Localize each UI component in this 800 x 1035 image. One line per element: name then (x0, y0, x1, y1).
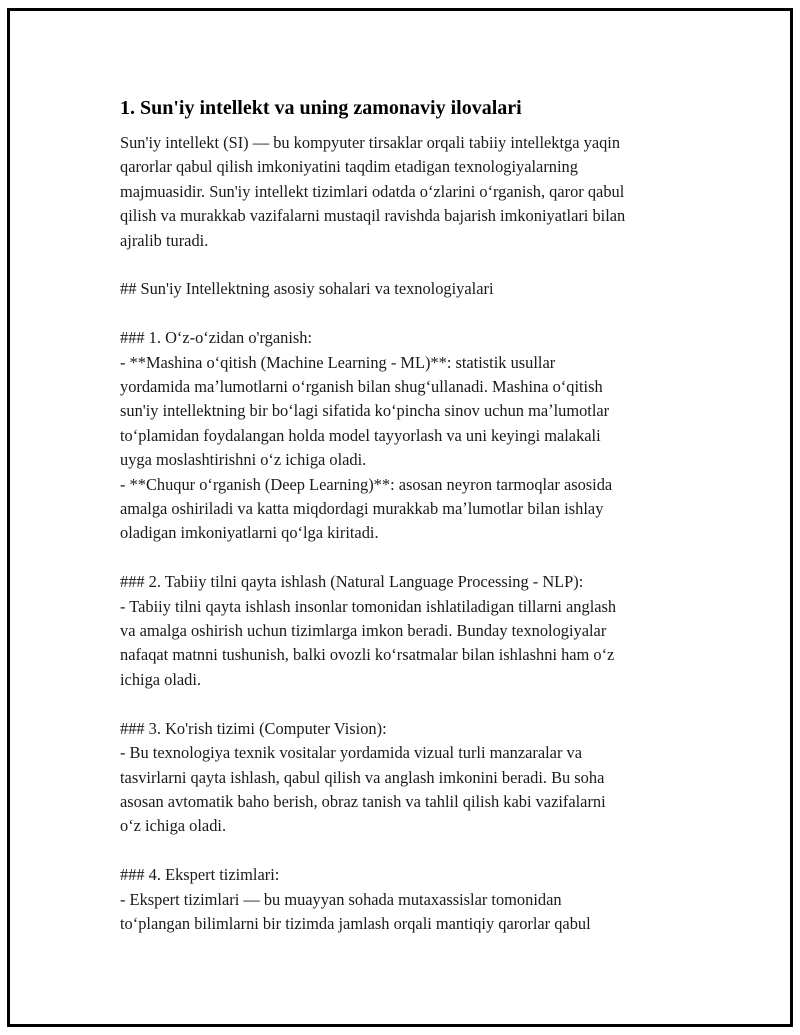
subsection-2-heading: ### 2. Tabiiy tilni qayta ishlash (Natural Language Processing - NLP): (120, 572, 584, 592)
subsection-3-heading: ### 3. Ko'rish tizimi (Computer Vision): (120, 718, 387, 738)
subsection-1-heading: ### 1. Oʻz-oʻzidan o'rganish: (120, 328, 313, 348)
document-title: 1. Sun'iy intellekt va uning zamonaviy ilovalari (120, 97, 522, 119)
spacer (120, 302, 705, 326)
document-body (120, 95, 705, 936)
page-frame (7, 8, 793, 1027)
subsection-1-body: - **Mashina oʻqitish (Machine Learning - ML)**: statistik usullar yordamida maʼlumotlarni oʻrganish bilan shugʻullanadi. Mashina oʻqitish sun'iy intellektning bir boʻlagi sifatida koʻpincha sinov uchun maʼlumotlar toʻplamidan foydalangan holda model tayyorlash va uni keyingi malakali uyga moslashtirishni oʻz ichiga oladi. - **Chuqur oʻrganish (Deep Learning)**: asosan neyron tarmoqlar asosida amalga oshiriladi va katta miqdordagi murakkab maʼlumotlar bilan ishlay oladigan imkoniyatlarni qoʻlga kiritadi. (120, 352, 613, 543)
spacer (120, 253, 705, 277)
section-heading: ## Sun'iy Intellektning asosiy sohalari va texnologiyalari (120, 279, 494, 299)
intro-paragraph: Sun'iy intellekt (SI) — bu kompyuter tirsaklar orqali tabiiy intellektga yaqin qarorlar qabul qilish imkoniyatini taqdim etadigan texnologiyalarning majmuasidir. Sun'iy intellekt tizimlari odatda oʻzlarini oʻrganish, qaror qabul qilish va murakkab vazifalarni mustaqil ravishda bajarish imkoniyatlari bilan ajralib turadi. (120, 133, 626, 250)
subsection-4-heading: ### 4. Ekspert tizimlari: (120, 865, 280, 885)
spacer (120, 839, 705, 863)
subsection-3-body: - Bu texnologiya texnik vositalar yordamida vizual turli manzaralar va tasvirlarni qayta ishlash, qabul qilish va anglash imkonini beradi. Bu soha asosan avtomatik baho berish, obraz tanish va tahlil qilish kabi vazifalarni oʻz ichiga oladi. (120, 743, 606, 836)
spacer (120, 692, 705, 716)
subsection-4-body: - Ekspert tizimlari — bu muayyan sohada mutaxassislar tomonidan toʻplangan bilimlarni bir tizimda jamlash orqali mantiqiy qarorlar qabul (120, 889, 591, 933)
spacer (120, 546, 705, 570)
subsection-2-body: - Tabiiy tilni qayta ishlash insonlar tomonidan ishlatiladigan tillarni anglash va amalga oshirish uchun tizimlarga imkon beradi. Bunday texnologiyalar nafaqat matnni tushunish, balki ovozli koʻrsatmalar bilan ishlashni ham oʻz ichiga oladi. (120, 596, 617, 689)
